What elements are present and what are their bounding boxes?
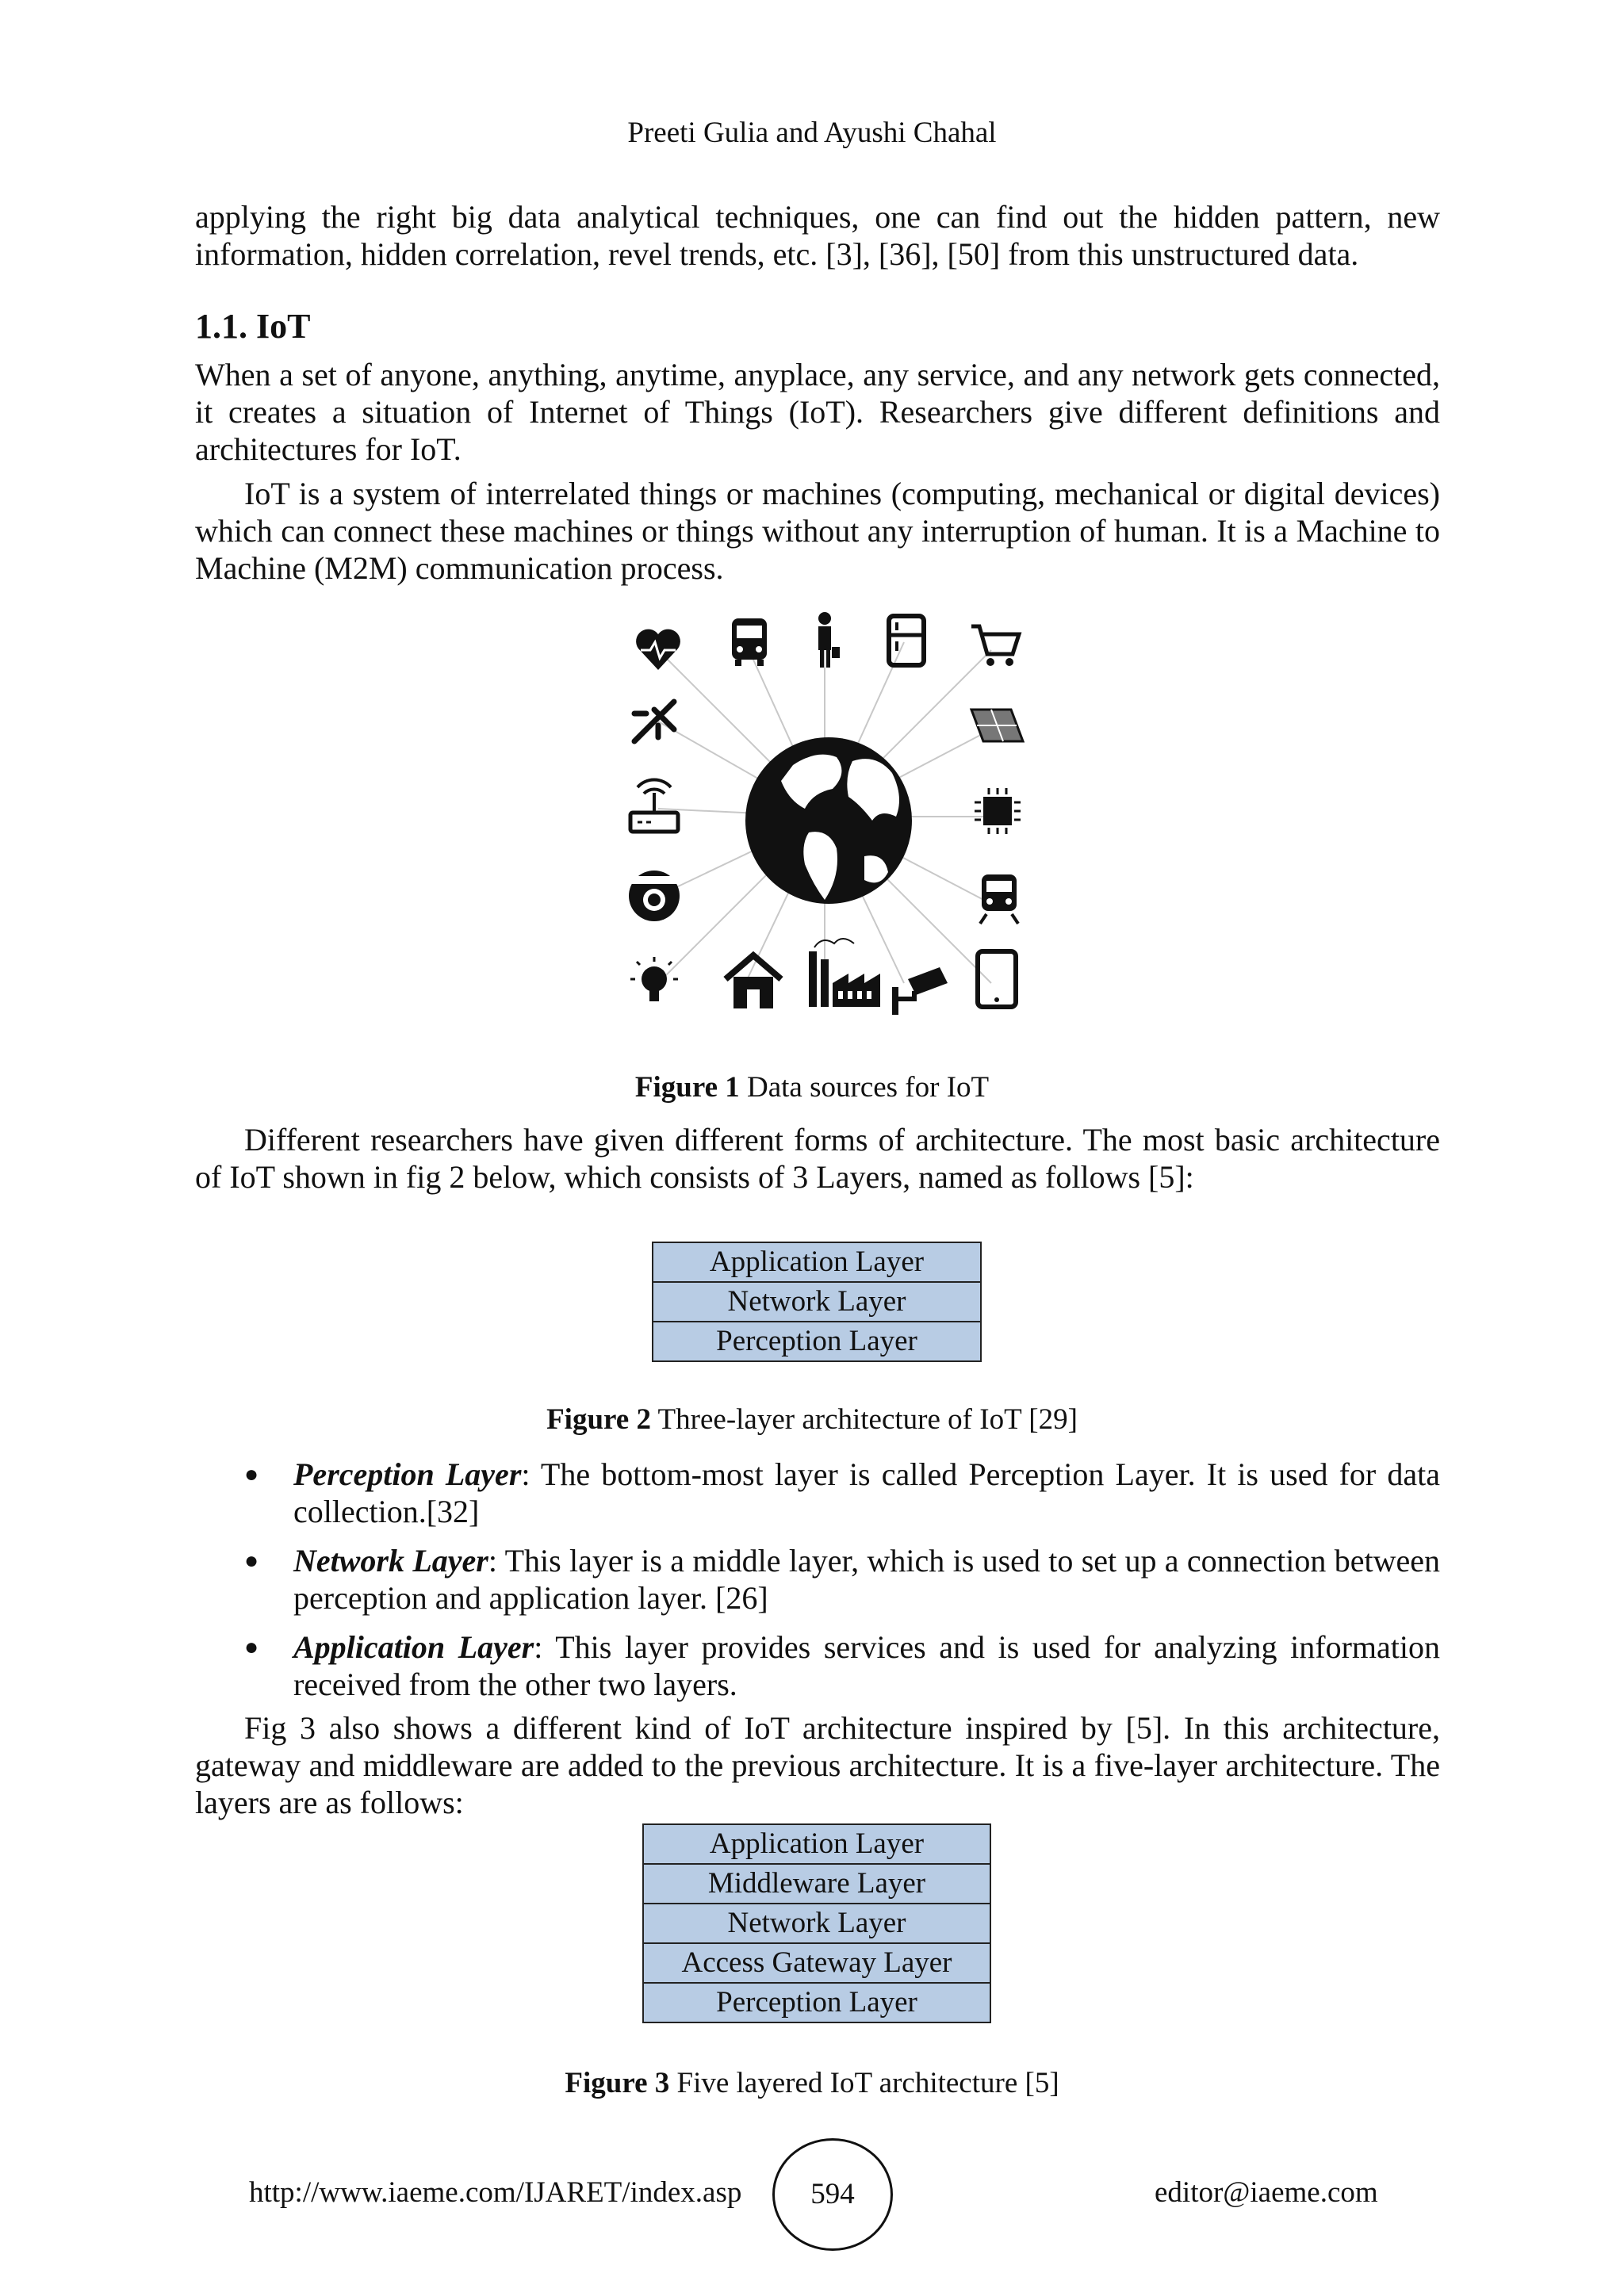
figure-1-label: Figure 1: [634, 1071, 740, 1104]
figure-1-caption: [0, 1070, 1624, 1104]
footer-email-link[interactable]: editor@iaeme.com: [1155, 2176, 1378, 2209]
globe-icon: [745, 737, 912, 904]
house-icon: [726, 955, 781, 1008]
wifi-router-icon: [630, 780, 678, 832]
bullet-icon: ●: [244, 1461, 259, 1487]
layer-bullet-list: [195, 1456, 1440, 1715]
bullet-text: : The bottom-most layer is called Perception Layer. It is used for data collection.[32]: [293, 1456, 1440, 1529]
bullet-text: : This layer is a middle layer, which is used to set up a connection between perception and application layer. [26]: [293, 1543, 1440, 1616]
train-icon: [980, 874, 1018, 924]
bullet-text: : This layer provides services and is used for analyzing information received from the other two layers.: [293, 1629, 1441, 1702]
fridge-icon: [889, 616, 924, 665]
chip-icon: [975, 788, 1021, 834]
security-camera-dome-icon: [629, 871, 680, 921]
figure-2-caption: [0, 1402, 1624, 1437]
architecture-paragraph: Different researchers have given different forms of architecture. The most basic architecture of IoT shown in fig 2 below, which consists of 3 Layers, named as follows [5]:: [195, 1122, 1440, 1195]
light-bulb-icon: [630, 957, 678, 1001]
figure-2-label: Figure 2: [546, 1403, 651, 1436]
page-number: 594: [772, 2138, 893, 2251]
section-paragraph-2: IoT is a system of interrelated things or machines (computing, mechanical or digital devices) which can connect these machines or things without any interruption of human. It is a Machine to Machine (M2M) communication process.: [195, 476, 1440, 586]
three-layer-table: [652, 1242, 982, 1362]
shopping-cart-icon: [971, 626, 1019, 666]
intro-paragraph: applying the right big data analytical techniques, one can find out the hidden pattern, new information, hidden correlation, revel trends, etc. [3], [36], [50] from this unstructured data.: [195, 199, 1440, 272]
five-layer-table: [642, 1823, 991, 2023]
layer-cell: Access Gateway Layer: [643, 1943, 990, 1983]
figure-1-caption-text: Data sources for IoT: [739, 1071, 990, 1104]
person-icon: [818, 612, 840, 668]
iot-data-sources-figure: [611, 603, 1039, 1031]
layer-cell: Application Layer: [643, 1824, 990, 1864]
figure-3-paragraph: Fig 3 also shows a different kind of IoT architecture inspired by [5]. In this architecture, gateway and middleware are added to the previous architecture. It is a five-layer architecture. The layers are as follows:: [195, 1710, 1440, 1820]
list-item: [195, 1628, 1440, 1703]
list-item: [195, 1542, 1440, 1617]
bullet-icon: ●: [244, 1634, 259, 1660]
layer-cell: Application Layer: [653, 1242, 981, 1282]
bullet-term: Network Layer: [293, 1543, 488, 1578]
footer-url-link[interactable]: http://www.iaeme.com/IJARET/index.asp: [249, 2176, 742, 2209]
running-head: Preeti Gulia and Ayushi Chahal: [627, 117, 997, 149]
figure-3-caption: [0, 2066, 1624, 2100]
section-heading: 1.1. IoT: [195, 307, 311, 346]
figure-3-label: Figure 3: [565, 2067, 670, 2099]
figure-2-caption-text: Three-layer architecture of IoT [29]: [650, 1403, 1078, 1436]
section-paragraph-1: When a set of anyone, anything, anytime, anyplace, any service, and any network gets connected, it creates a situation of Internet of Things (IoT). Researchers give different definitions and architectures for IoT.: [195, 357, 1440, 467]
layer-cell: Perception Layer: [643, 1983, 990, 2022]
list-item: [195, 1456, 1440, 1530]
layer-cell: Middleware Layer: [643, 1864, 990, 1904]
bullet-term: Application Layer: [293, 1629, 534, 1665]
layer-cell: Perception Layer: [653, 1322, 981, 1361]
figure-3-caption-text: Five layered IoT architecture [5]: [669, 2067, 1059, 2099]
layer-cell: Network Layer: [643, 1904, 990, 1943]
layer-cell: Network Layer: [653, 1282, 981, 1322]
bullet-term: Perception Layer: [293, 1456, 522, 1492]
heart-rate-icon: [636, 629, 680, 670]
factory-icon: [809, 939, 880, 1007]
bullet-icon: ●: [244, 1548, 259, 1574]
airplane-icon: [634, 702, 674, 741]
tablet-icon: [978, 951, 1016, 1007]
bus-icon: [732, 618, 767, 666]
